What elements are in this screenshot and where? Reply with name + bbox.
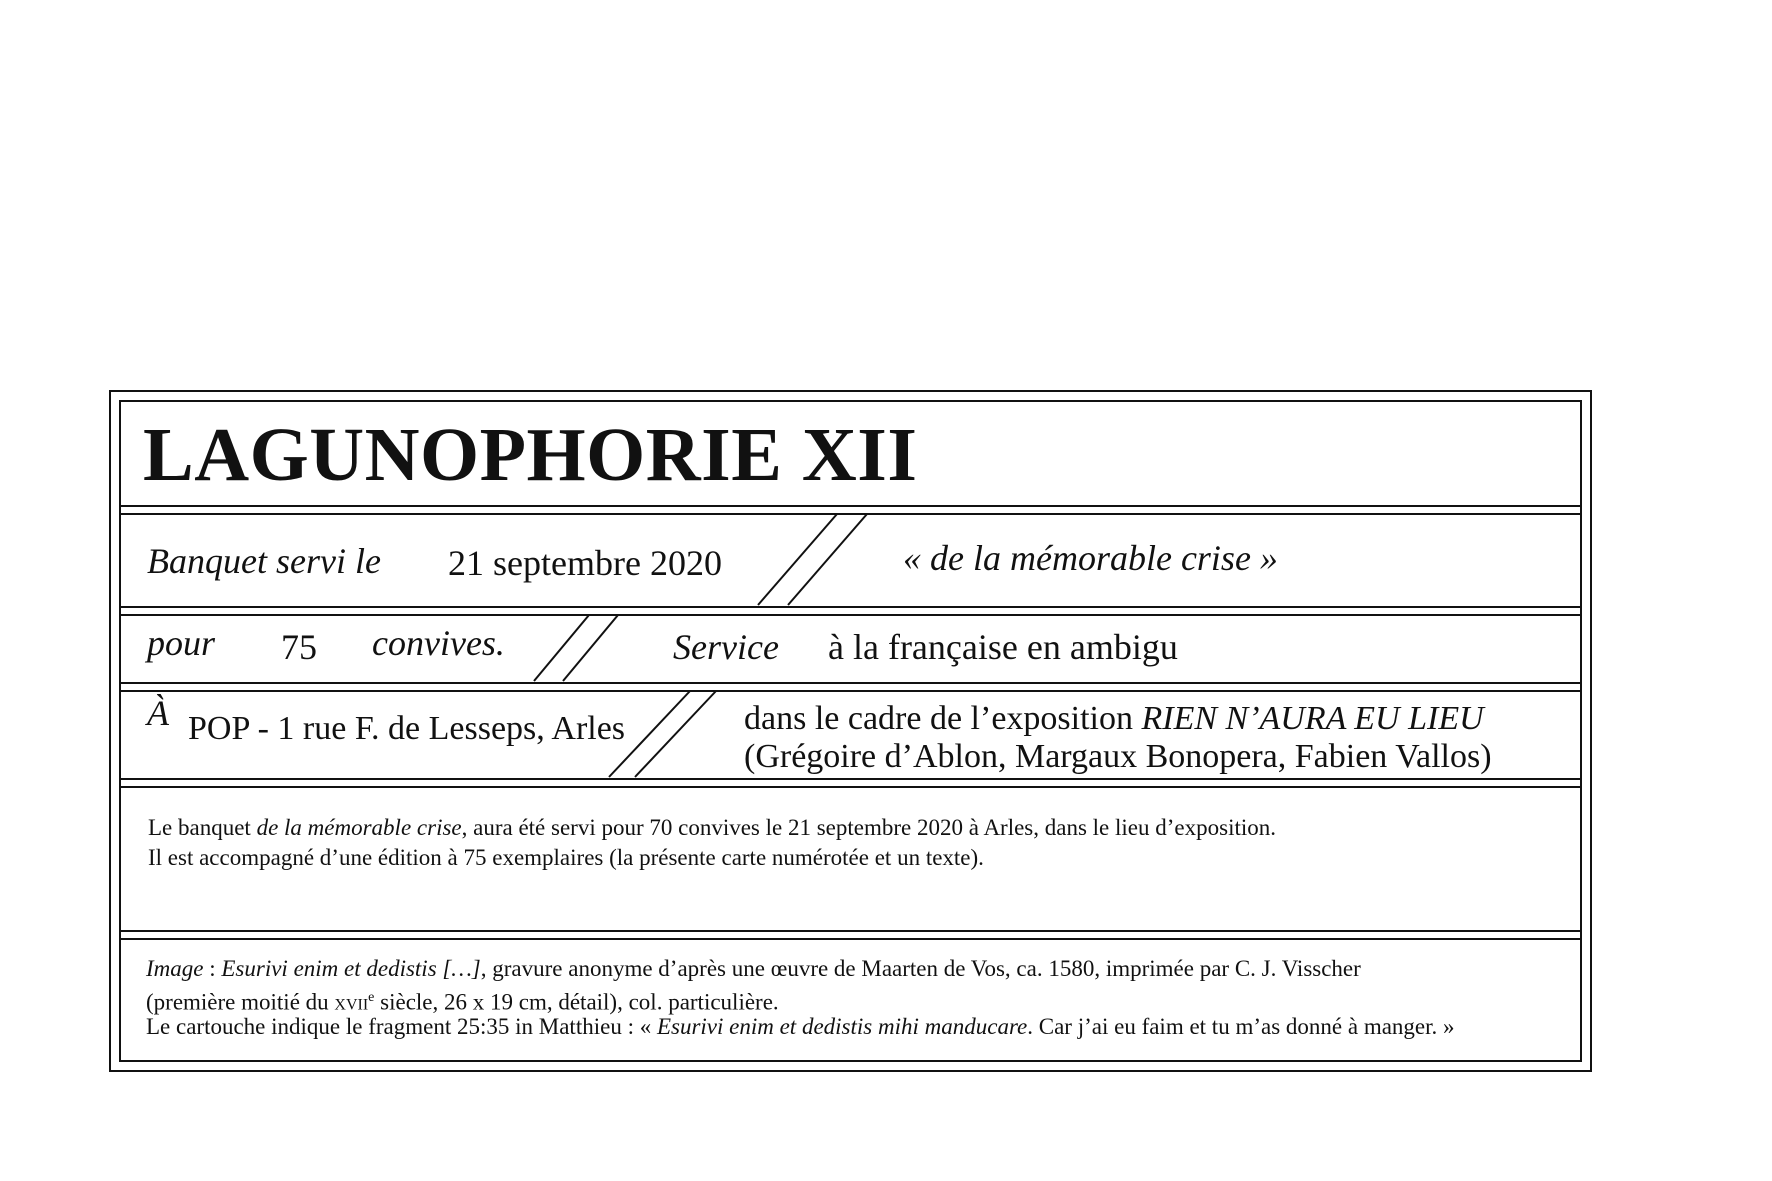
banquet-date: 21 septembre 2020 [448,543,722,583]
notes-italic: de la mémorable crise [256,815,462,840]
venue-address: POP - 1 rue F. de Lesseps, Arles [188,710,626,747]
notes-text: , aura été servi pour 70 convives le 21 septembre 2020 à Arles, dans le lieu d’exposition. [461,815,1276,840]
diagonal-line [534,615,589,681]
caption-text: . Car j’ai eu faim et tu m’as donné à manger. » [1027,1014,1455,1039]
caption-century-sup: e [368,990,375,1005]
caption-label: Image [146,956,204,981]
notes-text: Le banquet [148,815,257,840]
guest-count: 75 [281,627,317,667]
caption-text: siècle, 26 x 19 cm, détail), col. particulière. [374,989,779,1015]
exhibition-artists: (Grégoire d’Ablon, Margaux Bonopera, Fabien Vallos) [744,738,1492,775]
service-label: Service [673,627,779,667]
exhibition-name: RIEN N’AURA EU LIEU [1141,700,1484,737]
caption-text: Le cartouche indique le fragment 25:35 in Matthieu : « [146,1014,657,1039]
convives-label: convives. [372,623,505,663]
card-title: LAGUNOPHORIE XII [143,413,918,497]
caption-text: , gravure anonyme d’après une œuvre de Maarten de Vos, ca. 1580, imprimée par C. J. Visscher [480,956,1361,981]
exhibition-context [744,700,1484,738]
diagonal-line [788,514,867,605]
caption-text: (première moitié du [146,989,335,1015]
notes-line-2: Il est accompagné d’une édition à 75 exemplaires (la présente carte numérotée et un texte). [148,845,984,870]
diagonal-line [758,514,837,605]
notes-line-1 [148,813,1276,843]
banquet-label: Banquet servi le [147,541,381,581]
banquet-quote: « de la mémorable crise » [903,538,1278,578]
diagonal-line [563,615,618,681]
caption-italic: Esurivi enim et dedistis mihi manducare [656,1014,1028,1039]
caption-line-1 [146,954,1361,983]
caption-work-title: Esurivi enim et dedistis […] [221,956,481,981]
a-label: À [147,693,169,733]
caption-line-3 [146,1012,1455,1041]
diagonal-line [635,691,716,777]
context-prefix: dans le cadre de l’exposition [744,700,1142,737]
caption-century: xvii [334,989,369,1015]
caption-text: : [203,956,222,981]
service-value: à la française en ambigu [828,627,1178,667]
pour-label: pour [147,623,216,663]
